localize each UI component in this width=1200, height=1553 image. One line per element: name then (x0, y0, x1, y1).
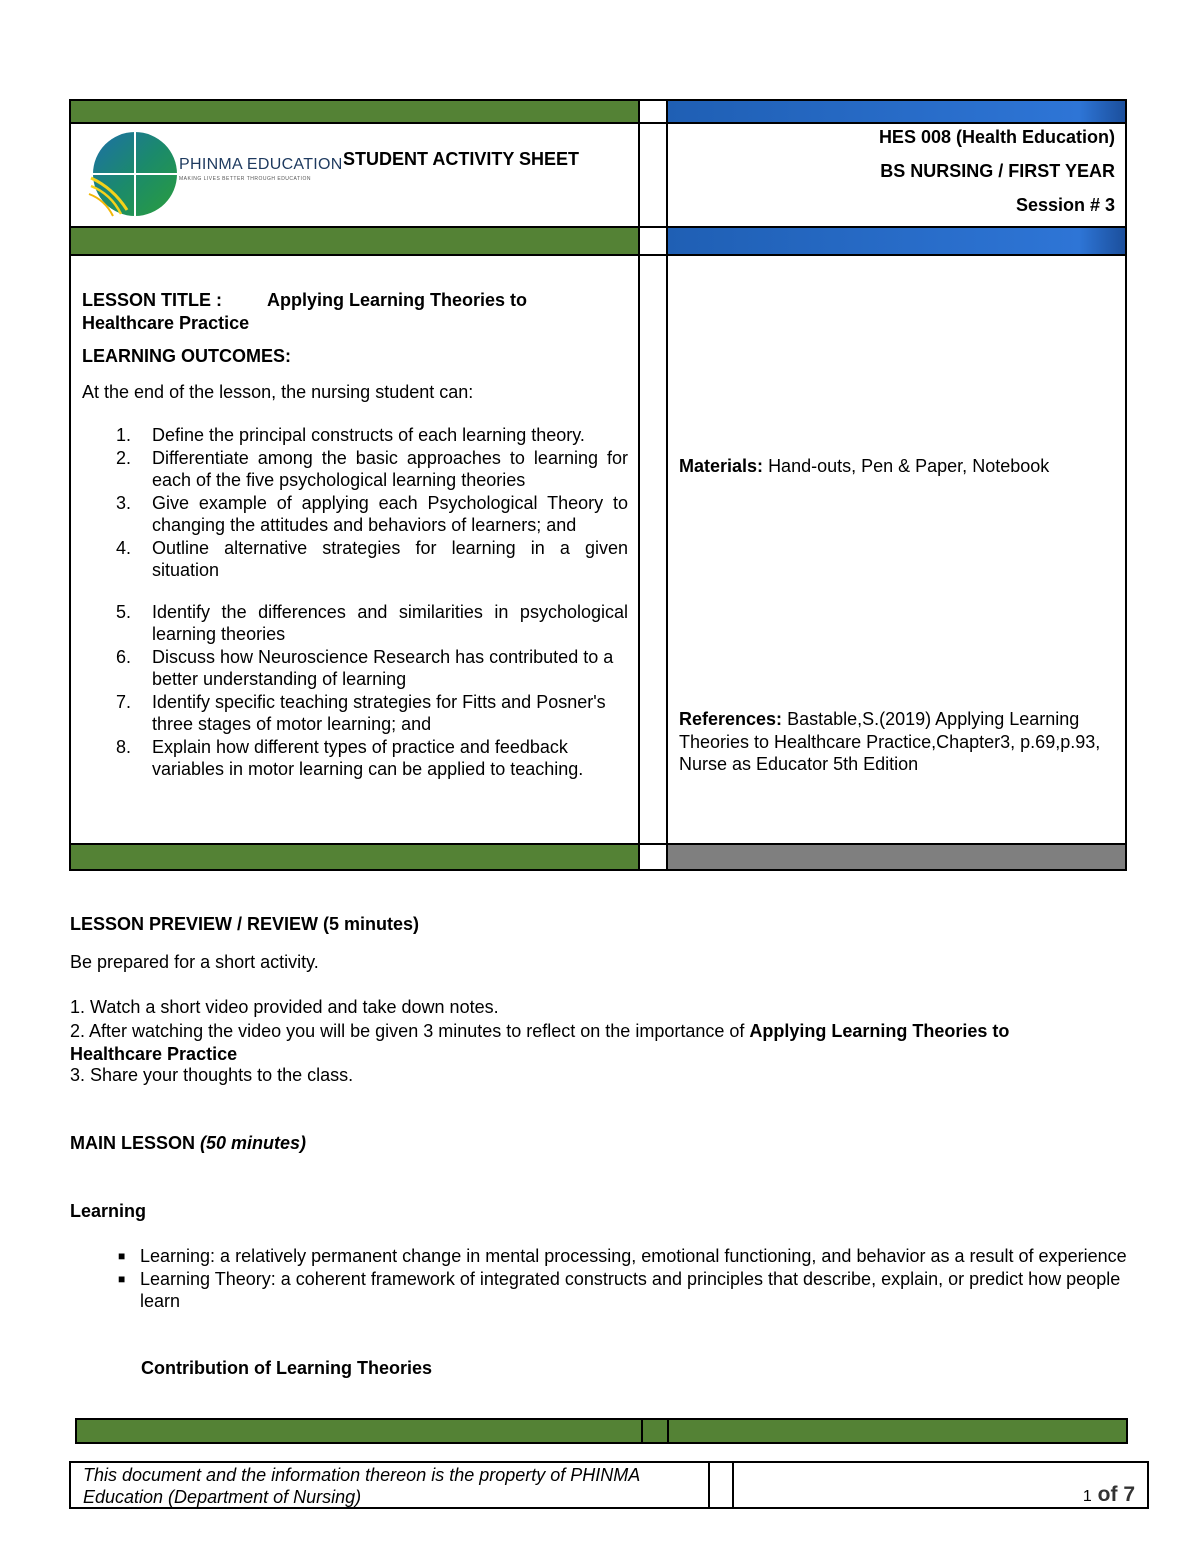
references (679, 708, 1115, 776)
list-item: 7. Identify specific teaching strategies for Fitts and Posner's three stages of motor learning; and (116, 691, 606, 734)
lesson-title-value: Applying Learning Theories to (267, 290, 528, 310)
footer-bar (75, 1418, 1128, 1444)
learning-outcomes-label: LEARNING OUTCOMES: (82, 346, 291, 366)
top-green-bar (71, 101, 638, 123)
learning-subheading: Learning (70, 1201, 147, 1221)
references-label: References: (679, 709, 783, 729)
list-item: 3. Give example of applying each Psychological Theory to changing the attitudes and behaviors of learners; and (116, 492, 628, 535)
list-item: 5. Identify the differences and similarities in psychological learning theories (116, 601, 628, 644)
lesson-title-value-cont: Healthcare Practice (82, 313, 250, 333)
list-item: ■ Learning Theory: a coherent framework of integrated constructs and principles that describe, explain, or predict how people learn (118, 1268, 1121, 1311)
list-item: 6. Discuss how Neuroscience Research has contributed to a better understanding of learning (116, 646, 614, 689)
materials (679, 456, 1119, 477)
footer-table (69, 1461, 1149, 1509)
bullet-icon: ■ (118, 1271, 126, 1286)
bottom-gap-cell (638, 845, 668, 869)
footer-notice: This document and the information thereon is the property of PHINMA Education (Department of Nursing) (83, 1465, 641, 1507)
course-code: HES 008 (Health Education) (878, 127, 1115, 147)
phinma-logo-icon (87, 128, 179, 220)
bottom-gray-bar (668, 845, 1125, 869)
preview-step-1: 1. Watch a short video provided and take down notes. (70, 997, 499, 1017)
preview-heading: LESSON PREVIEW / REVIEW (5 minutes) (70, 914, 420, 934)
preview-step-3: 3. Share your thoughts to the class. (70, 1065, 354, 1085)
preview-intro: Be prepared for a short activity. (70, 952, 319, 972)
program-year: BS NURSING / FIRST YEAR (880, 161, 1115, 181)
list-item: 4. Outline alternative strategies for learning in a given situation (116, 537, 628, 580)
list-item: 1. Define the principal constructs of each learning theory. (116, 425, 585, 445)
list-item: ■ Learning: a relatively permanent change in mental processing, emotional functioning, and behavior as a result of experience (118, 1246, 1127, 1266)
body-gap-cell (638, 256, 668, 844)
main-lesson-heading: MAIN LESSON (50 minutes) (70, 1133, 307, 1153)
page-number: 1 of 7 (1082, 1483, 1135, 1506)
outcomes-list (82, 424, 628, 781)
bullet-icon: ■ (118, 1249, 126, 1263)
mid-blue-bar (668, 228, 1125, 254)
list-item: 8. Explain how different types of practice and feedback variables in motor learning can be applied to teaching. (116, 736, 584, 779)
contribution-heading: Contribution of Learning Theories (141, 1358, 432, 1378)
references-value: Bastable,S.(2019) Applying Learning Theories to Healthcare Practice,Chapter3, p.69,p.93, Nurse as Educator 5th Edition (679, 709, 1101, 774)
header-left-cell (71, 124, 638, 227)
footer-divider (708, 1463, 734, 1507)
header-gap-cell (638, 124, 668, 227)
mid-green-bar (71, 228, 638, 254)
session-number: Session # 3 (1015, 195, 1115, 215)
top-blue-bar (668, 101, 1125, 123)
lesson-title-label: LESSON TITLE : (82, 290, 223, 310)
top-gap-cell (638, 101, 668, 123)
preview-step-2: 2. After watching the video you will be given 3 minutes to reflect on the importance of Applying Learning Theories to Healthcare Practice (70, 1021, 1010, 1064)
materials-label: Materials: (679, 456, 764, 476)
learning-bullets (70, 1245, 1130, 1313)
header-right-cell (668, 124, 1125, 227)
sheet-title: STUDENT ACTIVITY SHEET (343, 149, 580, 169)
list-item: 2. Differentiate among the basic approaches to learning for each of the five psychological learning theories (116, 447, 628, 490)
lesson-left-cell (71, 256, 638, 844)
materials-value: Hand-outs, Pen & Paper, Notebook (768, 456, 1050, 476)
footer-bar-divider (641, 1420, 669, 1442)
bottom-green-bar (71, 845, 638, 869)
outcomes-intro: At the end of the lesson, the nursing student can: (82, 382, 474, 402)
lesson-right-cell (668, 256, 1125, 844)
logo-tagline: MAKING LIVES BETTER THROUGH EDUCATION (179, 176, 311, 182)
mid-gap-cell (638, 228, 668, 254)
logo-text: PHINMA EDUCATION (179, 156, 343, 173)
